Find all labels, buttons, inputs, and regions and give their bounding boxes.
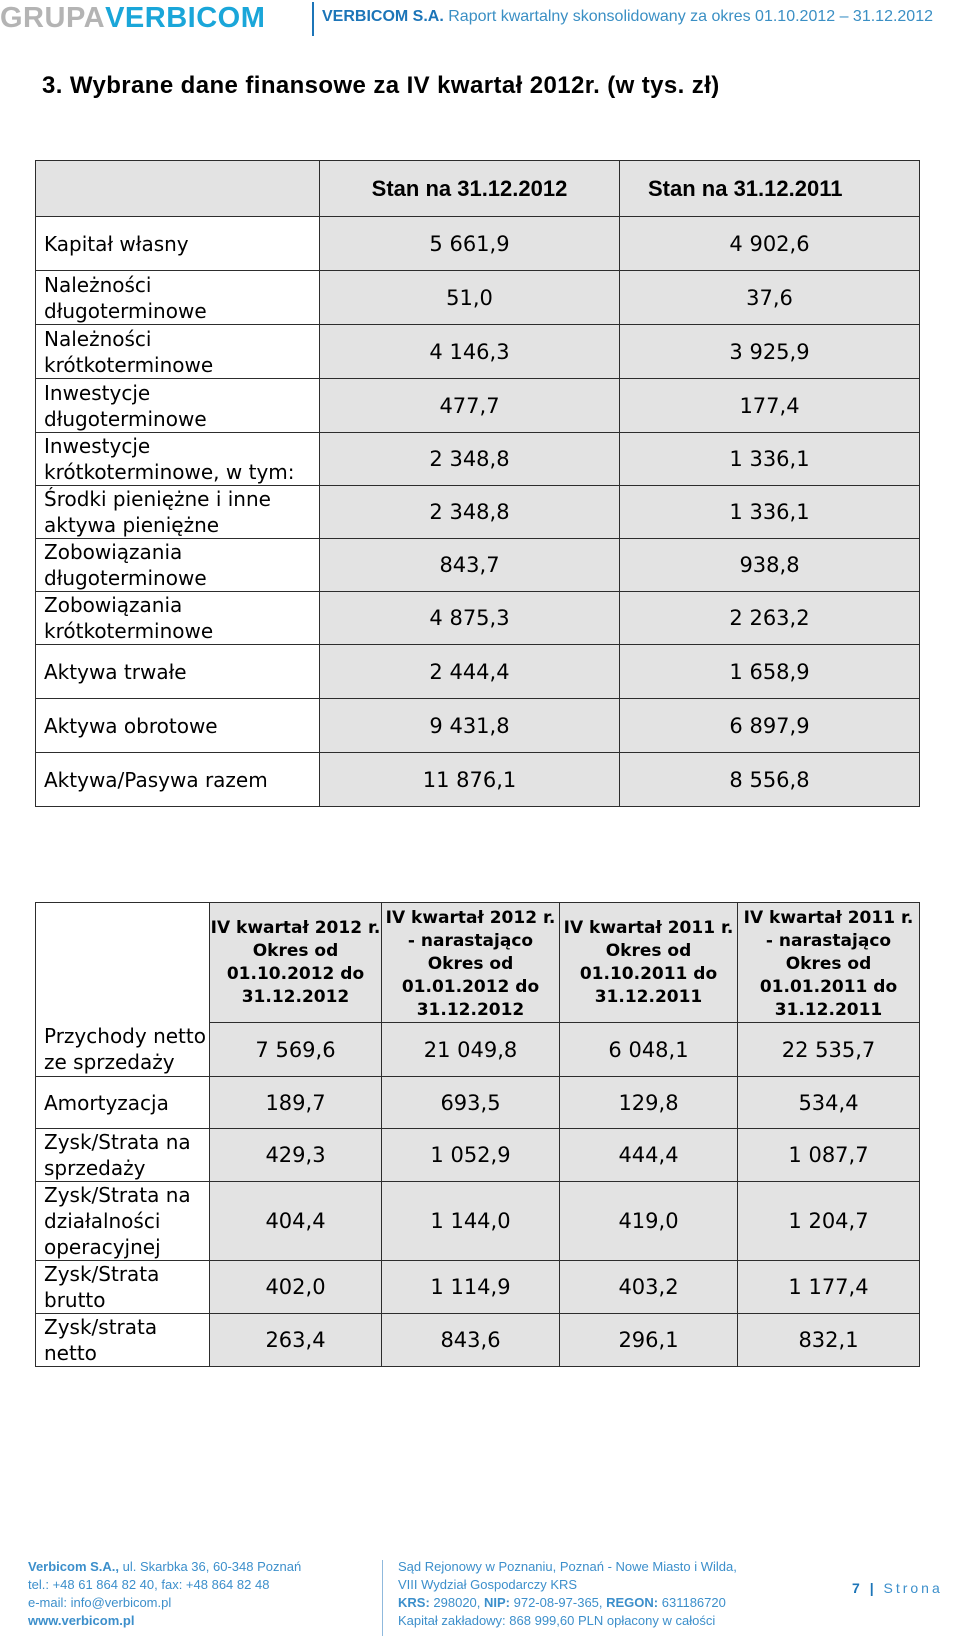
results-value: 1 114,9 — [382, 1261, 560, 1314]
results-value: 1 144,0 — [382, 1182, 560, 1261]
results-value: 444,4 — [560, 1129, 738, 1182]
balance-header-empty — [36, 161, 320, 217]
results-col-q4-2012-cum: IV kwartał 2012 r. - narastająco Okres od 01.01.2012 do 31.12.2012 — [382, 903, 560, 1023]
header-report: Raport kwartalny skonsolidowany za okres 01.10.2012 – 31.12.2012 — [448, 8, 933, 25]
results-value: 402,0 — [210, 1261, 382, 1314]
footer-capital: Kapitał zakładowy: 868 999,60 PLN opłacony w całości — [398, 1613, 716, 1628]
balance-value-2011: 4 902,6 — [620, 217, 920, 271]
company-logo — [0, 0, 265, 36]
balance-row — [36, 753, 920, 807]
results-row — [36, 1261, 920, 1314]
footer-email: e-mail: info@verbicom.pl — [28, 1595, 172, 1610]
balance-value-2012: 51,0 — [320, 271, 620, 325]
results-row — [36, 1129, 920, 1182]
balance-value-2011: 6 897,9 — [620, 699, 920, 753]
page-number-value: 7 — [852, 1580, 863, 1596]
balance-col-2011: Stan na 31.12.2011 — [620, 161, 920, 217]
balance-col-2012: Stan na 31.12.2012 — [320, 161, 620, 217]
results-value: 843,6 — [382, 1314, 560, 1367]
balance-value-2011: 1 336,1 — [620, 433, 920, 486]
balance-row — [36, 539, 920, 592]
balance-value-2011: 1 336,1 — [620, 486, 920, 539]
page-number-word: Strona — [883, 1580, 943, 1596]
results-row-label: Zysk/Strata na działalności operacyjnej — [36, 1182, 210, 1261]
footer-contact — [28, 1558, 301, 1630]
header-report-title — [322, 8, 933, 26]
results-value: 832,1 — [738, 1314, 920, 1367]
results-row — [36, 1314, 920, 1367]
balance-row-label: Zobowiązania długoterminowe — [36, 539, 320, 592]
balance-value-2012: 843,7 — [320, 539, 620, 592]
results-row-label: Zysk/Strata brutto — [36, 1261, 210, 1314]
results-row-label: Zysk/strata netto — [36, 1314, 210, 1367]
results-row-label: Przychody netto ze sprzedaży — [36, 1023, 210, 1077]
page-number-separator: | — [869, 1580, 877, 1596]
balance-value-2012: 11 876,1 — [320, 753, 620, 807]
results-row-label: Zysk/Strata na sprzedaży — [36, 1129, 210, 1182]
results-col-q4-2011: IV kwartał 2011 r. Okres od 01.10.2011 do 31.12.2011 — [560, 903, 738, 1023]
results-header-row — [36, 903, 920, 1023]
balance-value-2012: 4 146,3 — [320, 325, 620, 379]
balance-value-2011: 177,4 — [620, 379, 920, 433]
footer-krs: 298020, — [429, 1595, 484, 1610]
results-value: 1 177,4 — [738, 1261, 920, 1314]
footer-www-link[interactable]: www.verbicom.pl — [28, 1613, 135, 1628]
results-value: 7 569,6 — [210, 1023, 382, 1077]
page-number — [852, 1580, 943, 1596]
footer-nip-label: NIP: — [484, 1595, 510, 1610]
balance-value-2012: 2 444,4 — [320, 645, 620, 699]
results-value: 189,7 — [210, 1077, 382, 1129]
footer-nip: 972-08-97-365, — [510, 1595, 607, 1610]
balance-value-2012: 9 431,8 — [320, 699, 620, 753]
results-header-empty — [36, 903, 210, 1023]
balance-row-label: Należności długoterminowe — [36, 271, 320, 325]
header-divider — [312, 2, 314, 36]
balance-row — [36, 325, 920, 379]
results-value: 6 048,1 — [560, 1023, 738, 1077]
results-row — [36, 1182, 920, 1261]
results-row-label: Amortyzacja — [36, 1077, 210, 1129]
results-value: 1 204,7 — [738, 1182, 920, 1261]
footer-dept: VIII Wydział Gospodarczy KRS — [398, 1577, 578, 1592]
results-table — [35, 902, 920, 1367]
balance-table — [35, 160, 920, 807]
results-value: 693,5 — [382, 1077, 560, 1129]
balance-row — [36, 433, 920, 486]
balance-row-label: Kapitał własny — [36, 217, 320, 271]
balance-row — [36, 379, 920, 433]
balance-header-row — [36, 161, 920, 217]
results-value: 403,2 — [560, 1261, 738, 1314]
results-col-q4-2012: IV kwartał 2012 r. Okres od 01.10.2012 do 31.12.2012 — [210, 903, 382, 1023]
balance-value-2011: 1 658,9 — [620, 645, 920, 699]
results-value: 1 087,7 — [738, 1129, 920, 1182]
balance-value-2011: 3 925,9 — [620, 325, 920, 379]
balance-row — [36, 486, 920, 539]
footer-regon-label: REGON: — [606, 1595, 659, 1610]
footer-registry — [398, 1558, 737, 1630]
results-value: 129,8 — [560, 1077, 738, 1129]
balance-row-label: Należności krótkoterminowe — [36, 325, 320, 379]
footer-ids — [398, 1594, 737, 1612]
balance-row — [36, 645, 920, 699]
results-value: 296,1 — [560, 1314, 738, 1367]
header-company: VERBICOM S.A. — [322, 8, 444, 25]
footer-address-line — [28, 1558, 301, 1576]
balance-row-label: Aktywa/Pasywa razem — [36, 753, 320, 807]
results-col-q4-2011-cum: IV kwartał 2011 r. - narastająco Okres od 01.01.2011 do 31.12.2011 — [738, 903, 920, 1023]
balance-row-label: Aktywa obrotowe — [36, 699, 320, 753]
results-value: 263,4 — [210, 1314, 382, 1367]
section-title: 3. Wybrane dane finansowe za IV kwartał 2012r. (w tys. zł) — [42, 72, 720, 99]
balance-value-2012: 5 661,9 — [320, 217, 620, 271]
balance-row-label: Inwestycje długoterminowe — [36, 379, 320, 433]
footer-address: ul. Skarbka 36, 60-348 Poznań — [119, 1559, 302, 1574]
balance-row-label: Inwestycje krótkoterminowe, w tym: — [36, 433, 320, 486]
results-value: 429,3 — [210, 1129, 382, 1182]
balance-value-2012: 4 875,3 — [320, 592, 620, 645]
logo-verbicom-text: VERBICOM — [105, 1, 266, 34]
balance-value-2012: 477,7 — [320, 379, 620, 433]
balance-row-label: Aktywa trwałe — [36, 645, 320, 699]
balance-value-2011: 37,6 — [620, 271, 920, 325]
results-row — [36, 1077, 920, 1129]
balance-value-2012: 2 348,8 — [320, 433, 620, 486]
footer-divider — [382, 1560, 383, 1636]
results-value: 534,4 — [738, 1077, 920, 1129]
page-header — [0, 0, 960, 40]
footer-krs-label: KRS: — [398, 1595, 430, 1610]
balance-row-label: Środki pieniężne i inne aktywa pieniężne — [36, 486, 320, 539]
balance-row — [36, 217, 920, 271]
footer-company: Verbicom S.A., — [28, 1559, 120, 1574]
footer-court: Sąd Rejonowy w Poznaniu, Poznań - Nowe Miasto i Wilda, — [398, 1559, 737, 1574]
results-value: 419,0 — [560, 1182, 738, 1261]
balance-value-2011: 8 556,8 — [620, 753, 920, 807]
page-footer — [0, 1558, 960, 1640]
footer-regon: 631186720 — [658, 1595, 726, 1610]
balance-value-2011: 938,8 — [620, 539, 920, 592]
results-value: 21 049,8 — [382, 1023, 560, 1077]
balance-row — [36, 271, 920, 325]
results-value: 1 052,9 — [382, 1129, 560, 1182]
balance-value-2011: 2 263,2 — [620, 592, 920, 645]
balance-row — [36, 592, 920, 645]
footer-phone: tel.: +48 61 864 82 40, fax: +48 864 82 48 — [28, 1577, 270, 1592]
results-value: 22 535,7 — [738, 1023, 920, 1077]
logo-grupa-text: GRUPA — [0, 1, 106, 34]
results-value: 404,4 — [210, 1182, 382, 1261]
balance-row-label: Zobowiązania krótkoterminowe — [36, 592, 320, 645]
balance-value-2012: 2 348,8 — [320, 486, 620, 539]
results-row — [36, 1023, 920, 1077]
balance-row — [36, 699, 920, 753]
